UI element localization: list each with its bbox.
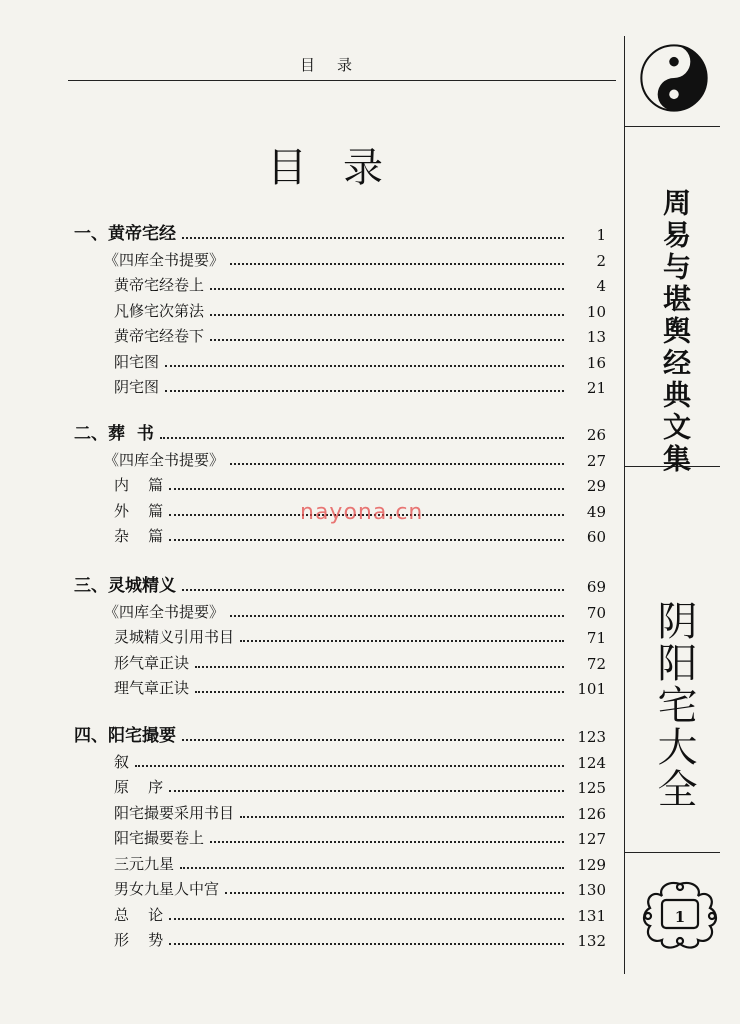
toc-entry-title: 原 序 [114, 778, 164, 796]
toc-entry-title: 阳宅撮要采用书目 [114, 803, 235, 822]
series-title: 周易与堪舆经典文集 [659, 188, 692, 476]
toc-section-row [0, 722, 620, 746]
toc-section-row [0, 572, 620, 596]
toc-section-title: 四、阳宅撮要 [74, 726, 176, 746]
toc-leader-dots [180, 867, 564, 869]
toc-page-number: 71 [586, 629, 606, 647]
toc-page-number: 125 [577, 779, 606, 797]
toc-leader-dots [195, 691, 564, 693]
toc-page-number: 13 [586, 328, 606, 346]
toc-entry-row [0, 598, 620, 622]
toc-page-number: 60 [586, 528, 606, 546]
toc-entry-row [0, 824, 620, 848]
toc-page-number: 49 [586, 502, 606, 521]
toc-page-number: 72 [586, 654, 606, 673]
toc-leader-dots [165, 365, 564, 367]
toc-entry-title: 灵城精义引用书目 [114, 628, 235, 646]
toc-entry-title: 黄帝宅经卷下 [114, 327, 205, 345]
toc-entry-row [0, 522, 620, 546]
toc-entry-title: 凡修宅次第法 [114, 301, 205, 320]
toc-entry-title: 阳宅图 [114, 352, 160, 371]
toc-entry-row [0, 322, 620, 346]
toc-entry-title: 阴宅图 [114, 378, 160, 396]
toc-entry-row [0, 875, 620, 899]
toc-entry-row [0, 850, 620, 874]
toc-entry-title: 阳宅撮要卷上 [114, 829, 205, 847]
toc-page-number: 26 [586, 426, 606, 444]
toc-page-number: 27 [586, 451, 606, 470]
toc-entry-title: 黄帝宅经卷上 [114, 276, 205, 294]
toc-page-number: 69 [586, 578, 606, 596]
toc-page-number: 2 [596, 251, 606, 270]
toc-entry-row [0, 271, 620, 295]
toc-leader-dots [195, 666, 564, 668]
toc-entry-title: 男女九星人中宫 [114, 880, 220, 898]
toc-leader-dots [182, 739, 564, 741]
toc-leader-dots [230, 463, 564, 465]
toc-page-number: 131 [577, 906, 606, 925]
toc-entry-row [0, 674, 620, 698]
toc-leader-dots [230, 263, 564, 265]
toc-entry-row [0, 926, 620, 950]
toc-page-number: 124 [577, 753, 606, 772]
toc-leader-dots [240, 640, 564, 642]
toc-leader-dots [210, 314, 564, 316]
toc-entry-title: 《四库全书提要》 [104, 602, 225, 621]
toc-page-number: 21 [586, 379, 606, 397]
toc-entry-title: 形气章正诀 [114, 653, 190, 672]
toc-entry-row [0, 446, 620, 470]
toc-entry-row [0, 623, 620, 647]
page-number: 1 [674, 908, 686, 926]
toc-page-number: 127 [577, 830, 606, 848]
toc-leader-dots [182, 237, 564, 239]
toc-leader-dots [169, 918, 564, 920]
toc-leader-dots [230, 615, 564, 617]
toc-entry-row [0, 799, 620, 823]
toc-entry-row [0, 348, 620, 372]
toc-entry-title: 《四库全书提要》 [104, 250, 225, 269]
toc-entry-row [0, 773, 620, 797]
toc-leader-dots [169, 539, 564, 541]
toc-leader-dots [182, 589, 564, 591]
toc-entry-title: 总 论 [114, 905, 164, 924]
toc-page-number: 123 [577, 728, 606, 746]
toc-entry-row [0, 246, 620, 270]
toc-leader-dots [210, 288, 564, 290]
sidebar-rule-bottom [624, 852, 720, 853]
toc-entry-row [0, 649, 620, 673]
toc-entry-row [0, 748, 620, 772]
toc-entry-title: 理气章正诀 [114, 679, 190, 697]
taiji-yin-yang-icon [640, 44, 708, 112]
toc-leader-dots [225, 892, 564, 894]
toc-entry-row [0, 373, 620, 397]
toc-page-number: 126 [577, 804, 606, 823]
toc-entry-title: 杂 篇 [114, 527, 164, 545]
sidebar-rule-top [624, 126, 720, 127]
toc-section-title: 三、灵城精义 [74, 576, 176, 596]
toc-page-number: 4 [596, 277, 606, 295]
toc-leader-dots [165, 390, 564, 392]
watermark-text: nayona.cn [300, 500, 424, 525]
toc-entry-title: 《四库全书提要》 [104, 450, 225, 469]
toc-page-number: 16 [586, 353, 606, 372]
toc-entry-title: 内 篇 [114, 476, 164, 494]
toc-entry-title: 形 势 [114, 931, 164, 949]
toc-page-number: 129 [577, 855, 606, 874]
toc-page-number: 1 [596, 226, 606, 244]
toc-section-title: 二、葬 书 [74, 424, 154, 444]
toc-section-row [0, 220, 620, 244]
toc-entry-title: 叙 [114, 752, 130, 771]
toc-page-number: 130 [577, 881, 606, 899]
toc-leader-dots [210, 841, 564, 843]
toc-entry-title: 三元九星 [114, 854, 175, 873]
toc-page-number: 132 [577, 932, 606, 950]
toc-section-row [0, 420, 620, 444]
toc-leader-dots [135, 765, 564, 767]
toc-leader-dots [169, 790, 564, 792]
toc-page-number: 101 [577, 680, 606, 698]
toc-entry-title: 外 篇 [114, 501, 164, 520]
toc-page-number: 70 [586, 603, 606, 622]
toc-entry-row [0, 297, 620, 321]
toc-leader-dots [240, 816, 564, 818]
toc-leader-dots [160, 437, 564, 439]
toc-page-number: 29 [586, 477, 606, 495]
page-title: 目录 [267, 145, 419, 191]
toc-leader-dots [210, 339, 564, 341]
toc-section-title: 一、黄帝宅经 [74, 224, 176, 244]
running-header: 目录 [300, 56, 375, 74]
toc-entry-row [0, 901, 620, 925]
book-title: 阴阳宅大全 [651, 600, 697, 810]
toc-page-number: 10 [586, 302, 606, 321]
toc-leader-dots [169, 943, 564, 945]
toc-leader-dots [169, 488, 564, 490]
sidebar-divider [624, 36, 625, 974]
toc-entry-row [0, 471, 620, 495]
